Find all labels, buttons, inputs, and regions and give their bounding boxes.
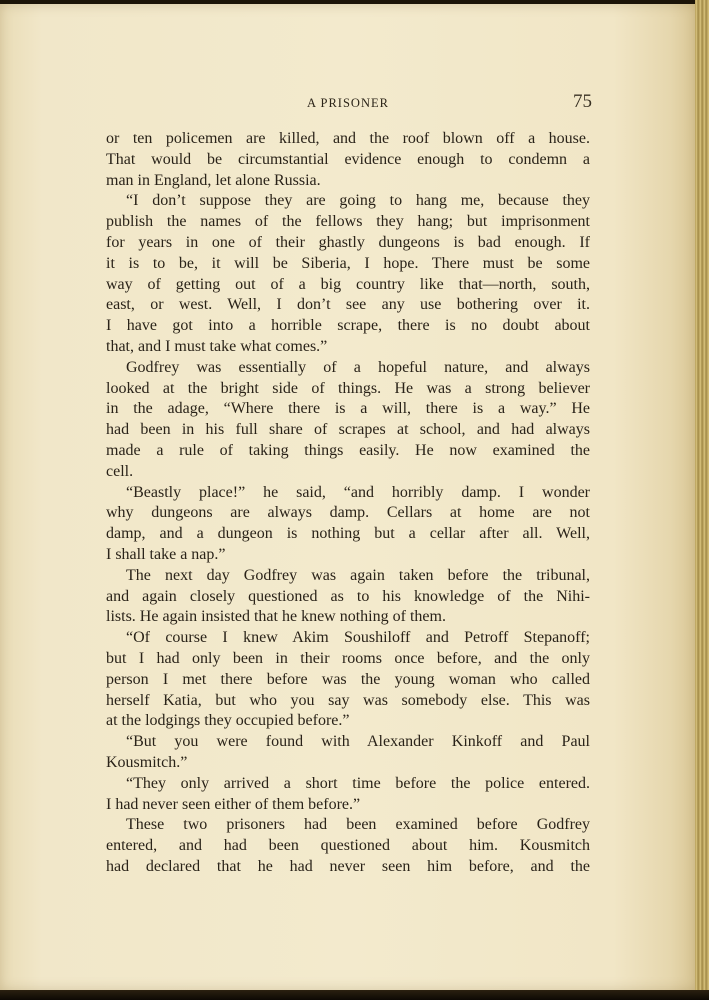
text-line: I shall take a nap.” xyxy=(106,545,226,563)
text-line: “Of course I knew Akim Soushiloff and Petroff Stepanoff; xyxy=(126,629,590,647)
text-line: at the lodgings they occupied before.” xyxy=(106,712,350,730)
text-line: cell. xyxy=(106,462,134,480)
page-edge xyxy=(695,0,709,1000)
text-line: why dungeons are always damp. Cellars at home are not xyxy=(106,504,590,522)
page-number: 75 xyxy=(573,91,592,112)
text-line: “But you were found with Alexander Kinkoff and Paul xyxy=(126,733,590,751)
text-line: damp, and a dungeon is nothing but a cellar after all. Well, xyxy=(106,525,590,543)
text-line: for years in one of their ghastly dungeons is bad enough. If xyxy=(106,233,590,251)
text-line: That would be circumstantial evidence enough to condemn a xyxy=(106,150,590,168)
text-line: looked at the bright side of things. He was a strong believer xyxy=(106,379,590,397)
text-line: made a rule of taking things easily. He now examined the xyxy=(106,441,590,459)
text-line: man in England, let alone Russia. xyxy=(106,171,321,189)
text-line: person I met there before was the young woman who called xyxy=(106,670,590,688)
text-line: I had never seen either of them before.” xyxy=(106,795,361,813)
text-line: that, and I must take what comes.” xyxy=(106,337,328,355)
text-line: “They only arrived a short time before the police entered. xyxy=(126,774,590,792)
text-line: herself Katia, but who you say was somebody else. This was xyxy=(106,691,590,709)
text-line: publish the names of the fellows they hang; but imprisonment xyxy=(106,213,590,231)
book-page xyxy=(0,4,697,990)
text-line: The next day Godfrey was again taken before the tribunal, xyxy=(126,566,590,584)
bottom-edge xyxy=(0,990,709,1000)
text-line: Kousmitch.” xyxy=(106,753,188,771)
text-line: east, or west. Well, I don’t see any use bothering over it. xyxy=(106,296,590,314)
text-line: “I don’t suppose they are going to hang me, because they xyxy=(126,192,590,210)
text-line: “Beastly place!” he said, “and horribly damp. I wonder xyxy=(126,483,590,501)
text-line: Godfrey was essentially of a hopeful nature, and always xyxy=(126,358,590,376)
text-line: in the adage, “Where there is a will, there is a way.” He xyxy=(106,400,590,418)
text-line: but I had only been in their rooms once before, and the only xyxy=(106,649,590,667)
text-line: I have got into a horrible scrape, there is no doubt about xyxy=(106,317,590,335)
running-title: A PRISONER xyxy=(307,96,389,110)
text-line: lists. He again insisted that he knew nothing of them. xyxy=(106,608,446,626)
text-line: had declared that he had never seen him before, and the xyxy=(106,857,590,875)
text-line: or ten policemen are killed, and the roof blown off a house. xyxy=(106,130,590,147)
text-line: and again closely questioned as to his knowledge of the Nihi- xyxy=(106,587,590,605)
text-line: entered, and had been questioned about him. Kousmitch xyxy=(106,837,590,855)
text-line: had been in his full share of scrapes at school, and had always xyxy=(106,421,590,439)
text-line: it is to be, it will be Siberia, I hope. There must be some xyxy=(106,254,590,272)
text-line: These two prisoners had been examined before Godfrey xyxy=(126,816,590,834)
running-head xyxy=(106,93,590,115)
text-line: way of getting out of a big country like that—north, south, xyxy=(106,275,590,293)
body-text xyxy=(106,129,590,878)
